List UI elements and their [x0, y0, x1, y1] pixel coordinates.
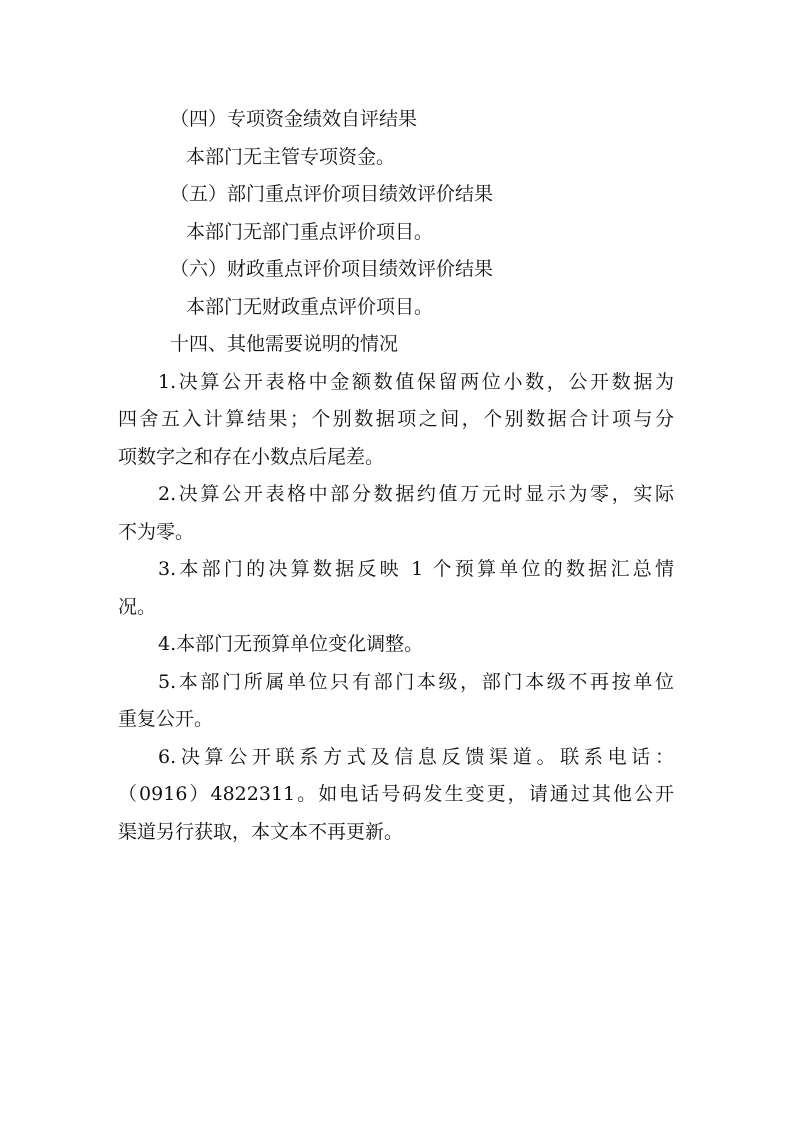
- section-4-text: 本部门无主管专项资金。: [186, 146, 396, 168]
- section-6-text: 本部门无财政重点评价项目。: [186, 296, 434, 318]
- section-6-heading: （六）财政重点评价项目绩效评价结果: [170, 258, 494, 280]
- section-4-heading: （四）专项资金绩效自评结果: [170, 108, 418, 130]
- note-2-line-1: 2.决算公开表格中部分数据约值万元时显示为零，实际: [158, 483, 674, 505]
- note-5-line-2: 重复公开。: [118, 708, 214, 730]
- note-3-line-2: 况。: [118, 596, 157, 618]
- note-3-line-1: 3.本部门的决算数据反映 1 个预算单位的数据汇总情: [158, 558, 674, 580]
- note-1-line-2: 四舍五入计算结果；个别数据项之间，个别数据合计项与分: [118, 408, 674, 430]
- note-6-line-2: （0916）4822311。如电话号码发生变更，请通过其他公开: [118, 783, 674, 805]
- note-1-line-3: 项数字之和存在小数点后尾差。: [118, 446, 385, 468]
- section-5-heading: （五）部门重点评价项目绩效评价结果: [170, 183, 494, 205]
- note-2-line-2: 不为零。: [118, 521, 195, 543]
- note-4-line-1: 4.本部门无预算单位变化调整。: [158, 633, 424, 655]
- note-1-line-1: 1.决算公开表格中金额数值保留两位小数，公开数据为: [158, 371, 674, 393]
- section-5-text: 本部门无部门重点评价项目。: [186, 221, 434, 243]
- note-5-line-1: 5.本部门所属单位只有部门本级，部门本级不再按单位: [158, 671, 674, 693]
- note-6-line-1: 6.决算公开联系方式及信息反馈渠道。联系电话：: [158, 746, 674, 768]
- note-6-line-3: 渠道另行获取，本文本不再更新。: [118, 821, 404, 843]
- section-14-heading: 十四、其他需要说明的情况: [170, 333, 399, 355]
